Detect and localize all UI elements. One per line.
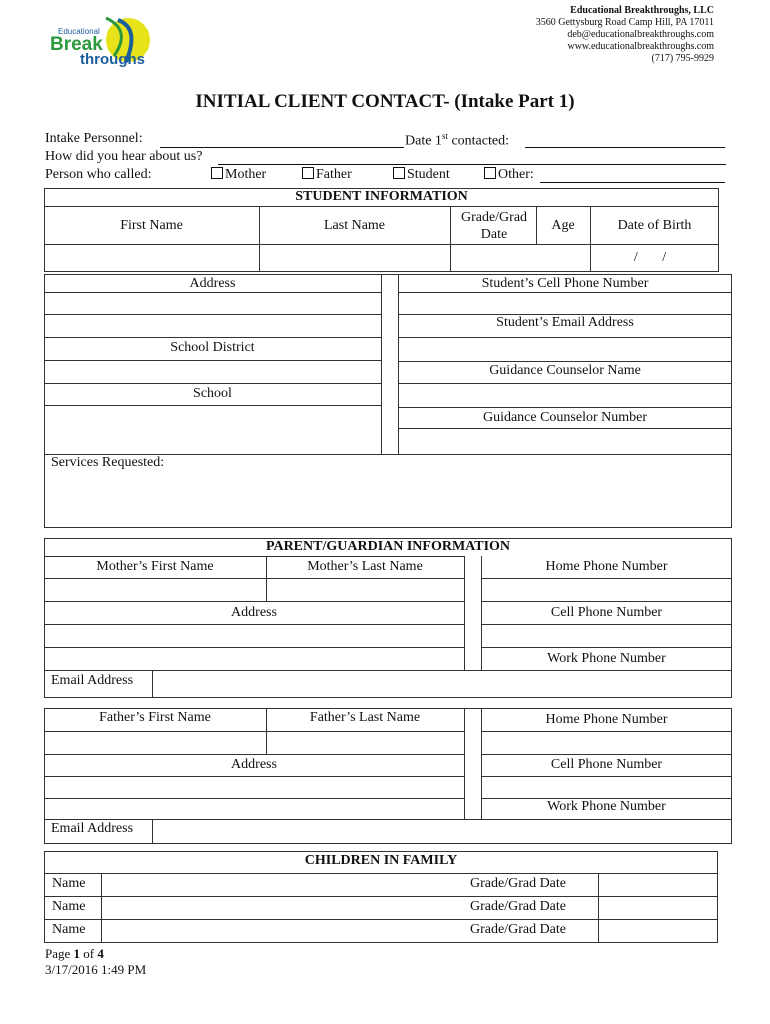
label-counselor-name: Guidance Counselor Name [489,363,641,378]
child-3-grade-input[interactable] [600,920,716,942]
mother-address-input[interactable] [46,625,463,669]
child-1-name-input[interactable] [103,874,463,895]
logo-text-1: Educational [58,27,100,36]
label-father-work-phone: Work Phone Number [547,799,666,814]
label-counselor-number: Guidance Counselor Number [482,410,648,425]
school-district-input[interactable] [46,361,380,382]
child-3-name-input[interactable] [103,920,463,942]
mother-last-input[interactable] [268,579,463,600]
checkbox-father[interactable] [302,167,314,179]
label-mother-last: Mother’s Last Name [307,559,423,574]
checkbox-student[interactable] [393,167,405,179]
child-1-grade-label: Grade/Grad Date [470,876,567,891]
col-first-name: First Name [120,218,183,233]
label-mother-first: Mother’s First Name [96,559,214,574]
logo-text-2: Break [50,34,103,55]
company-address: 3560 Gettysburg Road Camp Hill, PA 17011 [535,17,714,28]
label-services: Services Requested: [51,455,165,470]
child-2-grade-input[interactable] [600,897,716,918]
children-header: CHILDREN IN FAMILY [304,853,458,868]
counselor-name-input[interactable] [400,384,730,406]
col-grade: Grade/Grad Date [460,210,528,242]
col-dob: Date of Birth [617,218,692,233]
col-age: Age [551,218,575,233]
label-school: School [193,386,232,401]
child-3-name-label: Name [52,922,86,937]
checkbox-mother[interactable] [211,167,223,179]
company-website: www.educationalbreakthroughs.com [567,41,714,52]
counselor-number-input[interactable] [400,429,730,453]
father-address-input[interactable] [46,777,463,818]
label-mother-address: Address [231,605,277,620]
father-cell-phone-input[interactable] [483,777,730,797]
intake-personnel-label: Intake Personnel: [45,131,143,146]
label-school-district: School District [170,340,255,355]
company-info [536,5,714,65]
company-logo [48,10,158,70]
other-field[interactable] [540,182,725,183]
last-name-input[interactable] [260,245,449,271]
company-phone: (717) 795-9929 [651,53,714,64]
address-input[interactable] [46,293,380,335]
page-title: INITIAL CLIENT CONTACT- (Intake Part 1) [195,91,575,112]
father-first-input[interactable] [46,732,264,753]
mother-email-input[interactable] [154,671,730,697]
option-student[interactable]: Student [393,167,450,183]
label-student-email: Student’s Email Address [496,315,634,330]
label-student-cell: Student’s Cell Phone Number [481,276,649,291]
student-email-input[interactable] [400,338,730,360]
label-mother-work-phone: Work Phone Number [547,651,666,666]
student-info-header: STUDENT INFORMATION [295,189,468,204]
mother-cell-phone-input[interactable] [483,625,730,646]
parent-info-header: PARENT/GUARDIAN INFORMATION [265,539,511,554]
option-other[interactable]: Other: [484,167,534,183]
label-mother-cell-phone: Cell Phone Number [550,605,663,620]
father-home-phone-input[interactable] [483,732,730,753]
page-number: Page 1 of 4 [45,946,104,961]
label-address: Address [189,276,236,291]
dob-input[interactable]: / / [633,250,667,265]
child-1-name-label: Name [52,876,86,891]
child-2-grade-label: Grade/Grad Date [470,899,567,914]
option-father[interactable]: Father [302,167,352,183]
grade-input[interactable] [451,245,589,271]
label-father-cell-phone: Cell Phone Number [550,757,663,772]
label-father-address: Address [231,757,277,772]
child-1-grade-input[interactable] [600,874,716,895]
checkbox-other[interactable] [484,167,496,179]
child-2-name-label: Name [52,899,86,914]
label-father-home-phone: Home Phone Number [545,712,668,727]
student-cell-input[interactable] [400,293,730,313]
date-contacted-field[interactable] [525,147,725,148]
option-mother[interactable]: Mother [211,167,266,183]
intake-personnel-field[interactable] [160,147,404,148]
mother-home-phone-input[interactable] [483,579,730,600]
services-input[interactable] [46,474,730,526]
col-last-name: Last Name [323,218,386,233]
school-input[interactable] [46,406,380,452]
label-mother-email: Email Address [51,673,134,688]
logo-text-3: throughs [80,51,145,68]
hear-about-label: How did you hear about us? [45,149,203,164]
first-name-input[interactable] [45,245,258,271]
father-email-input[interactable] [154,820,730,843]
mother-first-input[interactable] [46,579,264,600]
label-mother-home-phone: Home Phone Number [545,559,668,574]
caller-label: Person who called: [45,167,152,182]
date-contacted-label: Date 1st contacted: [405,131,509,149]
company-name: Educational Breakthroughs, LLC [570,5,714,16]
company-email: deb@educationalbreakthroughs.com [567,29,714,40]
label-father-email: Email Address [51,821,134,836]
label-father-last: Father’s Last Name [309,710,421,725]
father-last-input[interactable] [268,732,463,753]
timestamp: 3/17/2016 1:49 PM [45,962,147,977]
child-3-grade-label: Grade/Grad Date [470,922,567,937]
label-father-first: Father’s First Name [99,710,211,725]
child-2-name-input[interactable] [103,897,463,918]
hear-about-field[interactable] [218,164,726,165]
